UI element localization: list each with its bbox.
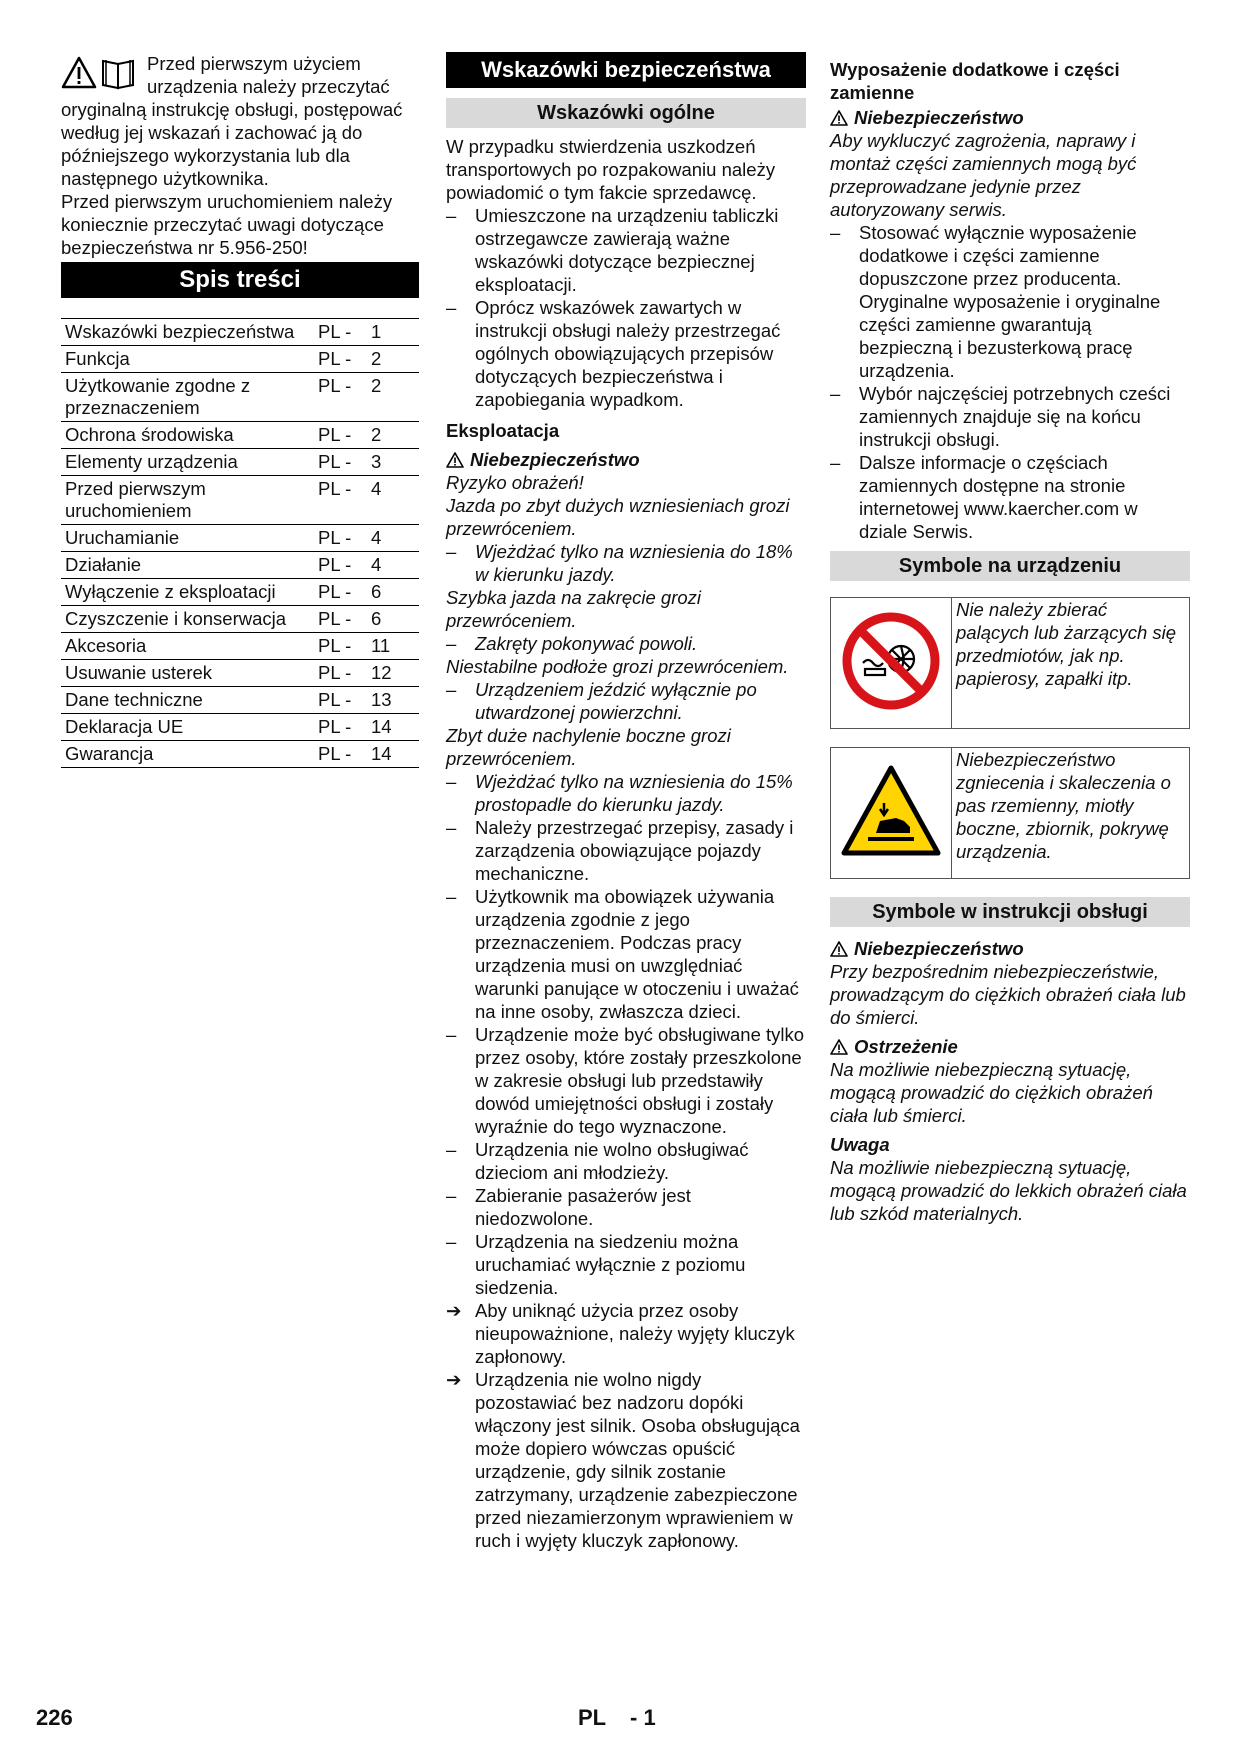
toc-title: Spis treści — [61, 262, 419, 298]
symbol-table-crush-hazard — [830, 747, 1190, 879]
list-item: – Oprócz wskazówek zawartych w instrukcji obsługi należy przestrzegać ogólnych obowiązujących przepisów dotyczących bezpieczeństwa i zapobiegania wypadkom. — [446, 297, 781, 410]
toc-entry-title: Gwarancja — [65, 743, 154, 764]
toc-row — [61, 373, 419, 422]
no-burning-objects-icon — [831, 598, 952, 729]
list-item: – Wjeżdżać tylko na wzniesienia do 15% prostopadle do kierunku jazdy. — [446, 771, 793, 815]
hand-crush-hazard-icon — [831, 748, 952, 879]
toc-entry-page: 1 — [371, 321, 382, 342]
accessories-danger-heading: Niebezpieczeństwo — [830, 106, 1190, 129]
dash-marker: – — [446, 633, 457, 654]
toc-entry-lang: PL - — [318, 348, 352, 369]
general-title: Wskazówki ogólne — [446, 98, 806, 128]
list-item: – Zabieranie pasażerów jest niedozwolone. — [446, 1185, 691, 1229]
toc-row — [61, 714, 419, 741]
warning-triangle-icon — [830, 941, 848, 957]
operation-danger-heading: Niebezpieczeństwo — [446, 448, 806, 471]
toc-entry-page: 4 — [371, 554, 382, 575]
warning-triangle-icon — [446, 452, 464, 468]
list-item: – Zakręty pokonywać powoli. — [446, 633, 698, 654]
dash-marker: – — [446, 205, 457, 226]
table-of-contents — [61, 318, 419, 768]
toc-row — [61, 346, 419, 373]
arrow-icon: ➔ — [446, 1300, 462, 1321]
dash-marker: – — [446, 817, 457, 838]
toc-entry-title: Wskazówki bezpieczeństwa — [65, 321, 295, 342]
warning-manual-icon — [61, 56, 139, 95]
dash-marker: – — [446, 771, 457, 792]
list-item: – Dalsze informacje o częściach zamiennych dostępne na stronie internetowej www.kaercher.com w dziale Serwis. — [830, 452, 1138, 542]
toc-entry-lang: PL - — [318, 743, 352, 764]
toc-row — [61, 633, 419, 660]
toc-entry-page: 13 — [371, 689, 392, 710]
list-item: – Wjeżdżać tylko na wzniesienia do 18% w kierunku jazdy. — [446, 541, 793, 585]
toc-entry-page: 4 — [371, 527, 382, 548]
safety-title: Wskazówki bezpieczeństwa — [446, 52, 806, 88]
toc-entry-page: 14 — [371, 743, 392, 764]
toc-row — [61, 741, 419, 768]
footer-page-ref: - 1 — [630, 1705, 656, 1730]
toc-entry-lang: PL - — [318, 527, 352, 548]
manual-caution-heading: Uwaga — [830, 1134, 890, 1155]
toc-row — [61, 476, 419, 525]
toc-entry-page: 6 — [371, 581, 382, 602]
crush-hazard-text: Niebezpieczeństwo zgniecenia i skaleczenia o pas rzemienny, miotły boczne, zbiornik, pokrywę urządzenia. — [952, 748, 1190, 879]
dash-marker: – — [830, 383, 841, 404]
accessories-danger-text: Aby wykluczyć zagrożenia, naprawy i montaż części zamiennych mogą być przeprowadzane jedynie przez autoryzowany serwis. — [830, 130, 1137, 220]
toc-row — [61, 525, 419, 552]
list-item: ➔ Urządzenia nie wolno nigdy pozostawiać bez nadzoru dopóki włączony jest silnik. Osoba obsługująca może dopiero wówczas opuścić urządzenie, gdy silnik zostanie zatrzymany, urządzenie zabezpieczone przed niezamierzonym wprawieniem w ruch i wyjęty kluczyk zapłonowy. — [446, 1369, 800, 1551]
toc-row — [61, 606, 419, 633]
toc-entry-title: Działanie — [65, 554, 142, 575]
dash-marker: – — [446, 1139, 457, 1160]
toc-entry-title: Uruchamianie — [65, 527, 180, 548]
list-item: – Urządzeniem jeździć wyłącznie po utwardzonej powierzchni. — [446, 679, 757, 723]
toc-entry-lang: PL - — [318, 321, 352, 342]
dash-marker: – — [446, 1185, 457, 1206]
toc-entry-title: Czyszczenie i konserwacja — [65, 608, 287, 629]
dash-marker: – — [446, 1231, 457, 1252]
toc-entry-lang: PL - — [318, 716, 352, 737]
arrow-icon: ➔ — [446, 1369, 462, 1390]
toc-entry-title: Deklaracja UE — [65, 716, 184, 737]
toc-entry-page: 3 — [371, 451, 382, 472]
list-item: ➔ Aby uniknąć użycia przez osoby nieupoważnione, należy wyjęty kluczyk zapłonowy. — [446, 1300, 795, 1367]
toc-entry-title: Przed pierwszym uruchomieniem — [65, 478, 206, 521]
toc-row — [61, 660, 419, 687]
toc-row — [61, 687, 419, 714]
toc-row — [61, 579, 419, 606]
toc-entry-title: Usuwanie usterek — [65, 662, 213, 683]
toc-row — [61, 449, 419, 476]
op-ground: Niestabilne podłoże grozi przewróceniem. — [446, 656, 789, 677]
manual-warning-heading: Ostrzeżenie — [830, 1035, 1190, 1058]
toc-entry-lang: PL - — [318, 689, 352, 710]
toc-entry-page: 6 — [371, 608, 382, 629]
toc-entry-title: Ochrona środowiska — [65, 424, 234, 445]
manual-caution-text: Na możliwie niebezpieczną sytuację, mogącą prowadzić do lekkich obrażeń ciała lub szkód materialnych. — [830, 1157, 1187, 1224]
toc-entry-page: 2 — [371, 375, 382, 396]
toc-entry-lang: PL - — [318, 635, 352, 656]
manual-danger-heading: Niebezpieczeństwo — [830, 937, 1190, 960]
toc-row — [61, 422, 419, 449]
op-slope: Jazda po zbyt dużych wzniesieniach grozi przewróceniem. — [446, 495, 790, 539]
toc-entry-lang: PL - — [318, 375, 352, 396]
dash-marker: – — [446, 886, 457, 907]
toc-entry-title: Dane techniczne — [65, 689, 203, 710]
toc-entry-page: 11 — [371, 635, 391, 656]
toc-entry-lang: PL - — [318, 554, 352, 575]
general-paragraph: W przypadku stwierdzenia uszkodzeń transportowych po rozpakowaniu należy powiadomić o tym fakcie sprzedawcę. — [446, 136, 776, 203]
warning-triangle-icon — [830, 1039, 848, 1055]
list-item: – Umieszczone na urządzeniu tabliczki ostrzegawcze zawierają ważne wskazówki dotyczące bezpiecznej eksploatacji. — [446, 205, 779, 295]
dash-marker: – — [446, 679, 457, 700]
toc-entry-lang: PL - — [318, 424, 352, 445]
list-item: – Należy przestrzegać przepisy, zasady i zarządzenia obowiązujące pojazdy mechaniczne. — [446, 817, 794, 884]
no-burning-objects-text: Nie należy zbierać palących lub żarzących się przedmiotów, jak np. papierosy, zapałki itp. — [952, 598, 1190, 729]
operation-title: Eksploatacja — [446, 420, 560, 441]
list-item: – Urządzenie może być obsługiwane tylko przez osoby, które zostały przeszkolone w zakresie obsługi lub przedstawiły dowód umiejętności obsługi i zostały wyraźnie do tego wyznaczone. — [446, 1024, 805, 1137]
manual-symbols-title: Symbole w instrukcji obsługi — [830, 897, 1190, 927]
toc-entry-page: 2 — [371, 424, 382, 445]
list-item: – Urządzenia nie wolno obsługiwać dzieciom ani młodzieży. — [446, 1139, 749, 1183]
accessories-list — [830, 221, 1190, 543]
toc-entry-lang: PL - — [318, 478, 352, 499]
op-side-slope: Zbyt duże nachylenie boczne grozi przewróceniem. — [446, 725, 731, 769]
toc-entry-lang: PL - — [318, 451, 352, 472]
toc-entry-page: 14 — [371, 716, 392, 737]
dash-marker: – — [830, 222, 841, 243]
toc-entry-page: 4 — [371, 478, 382, 499]
manual-danger-text: Przy bezpośrednim niebezpieczeństwie, prowadzącym do ciężkich obrażeń ciała lub do śmierci. — [830, 961, 1186, 1028]
toc-entry-page: 12 — [371, 662, 392, 683]
toc-row — [61, 552, 419, 579]
op-curve: Szybka jazda na zakręcie grozi przewróceniem. — [446, 587, 702, 631]
column-right — [830, 52, 1190, 1225]
footer-page-number: 226 — [36, 1705, 73, 1730]
list-item: – Użytkownik ma obowiązek używania urządzenia zgodnie z jego przeznaczeniem. Podczas pracy urządzenia musi on uwzględniać warunki panujące w otoczeniu i uważać na inne osoby, zwłaszcza dzieci. — [446, 886, 799, 1022]
intro-safety-note: Przed pierwszym uruchomieniem należy koniecznie przeczytać uwagi dotyczące bezpieczeństwa nr 5.956-250! — [61, 191, 393, 258]
operation-list — [446, 816, 806, 1552]
dash-marker: – — [446, 297, 457, 318]
column-middle — [446, 52, 806, 1552]
toc-entry-title: Akcesoria — [65, 635, 147, 656]
toc-entry-title: Wyłączenie z eksploatacji — [65, 581, 276, 602]
toc-entry-lang: PL - — [318, 608, 352, 629]
dash-marker: – — [446, 541, 457, 562]
toc-entry-lang: PL - — [318, 581, 352, 602]
footer-language: PL — [578, 1705, 607, 1730]
list-item: – Urządzenia na siedzeniu można uruchamiać wyłącznie z poziomu siedzenia. — [446, 1231, 746, 1298]
toc-entry-title: Użytkowanie zgodne z przeznaczeniem — [65, 375, 251, 418]
toc-entry-title: Elementy urządzenia — [65, 451, 238, 472]
intro-block — [61, 52, 419, 259]
dash-marker: – — [446, 1024, 457, 1045]
device-symbols-title: Symbole na urządzeniu — [830, 551, 1190, 581]
manual-warning-text: Na możliwie niebezpieczną sytuację, mogącą prowadzić do ciężkich obrażeń ciała lub śmierci. — [830, 1059, 1153, 1126]
column-left — [61, 52, 419, 768]
toc-entry-title: Funkcja — [65, 348, 130, 369]
toc-row — [61, 319, 419, 346]
toc-entry-lang: PL - — [318, 662, 352, 683]
warning-triangle-icon — [830, 110, 848, 126]
intro-text: Przed pierwszym użyciem urządzenia należy przeczytać oryginalną instrukcję obsługi, postępować według jej wskazań i zachować ją do późniejszego wykorzystania lub dla następnego użytkownika. — [61, 53, 403, 189]
symbol-table-no-burning — [830, 597, 1190, 729]
general-list — [446, 204, 806, 411]
toc-entry-page: 2 — [371, 348, 382, 369]
injury-risk: Ryzyko obrażeń! — [446, 472, 584, 493]
list-item: – Wybór najczęściej potrzebnych cześci zamiennych znajduje się na końcu instrukcji obsługi. — [830, 383, 1171, 450]
list-item: – Stosować wyłącznie wyposażenie dodatkowe i części zamienne dopuszczone przez producenta. Oryginalne wyposażenie i oryginalne części zamienne gwarantują bezpieczną i bezusterkową pracę urządzenia. — [830, 222, 1161, 381]
dash-marker: – — [830, 452, 841, 473]
accessories-title: Wyposażenie dodatkowe i części zamienne — [830, 59, 1120, 103]
